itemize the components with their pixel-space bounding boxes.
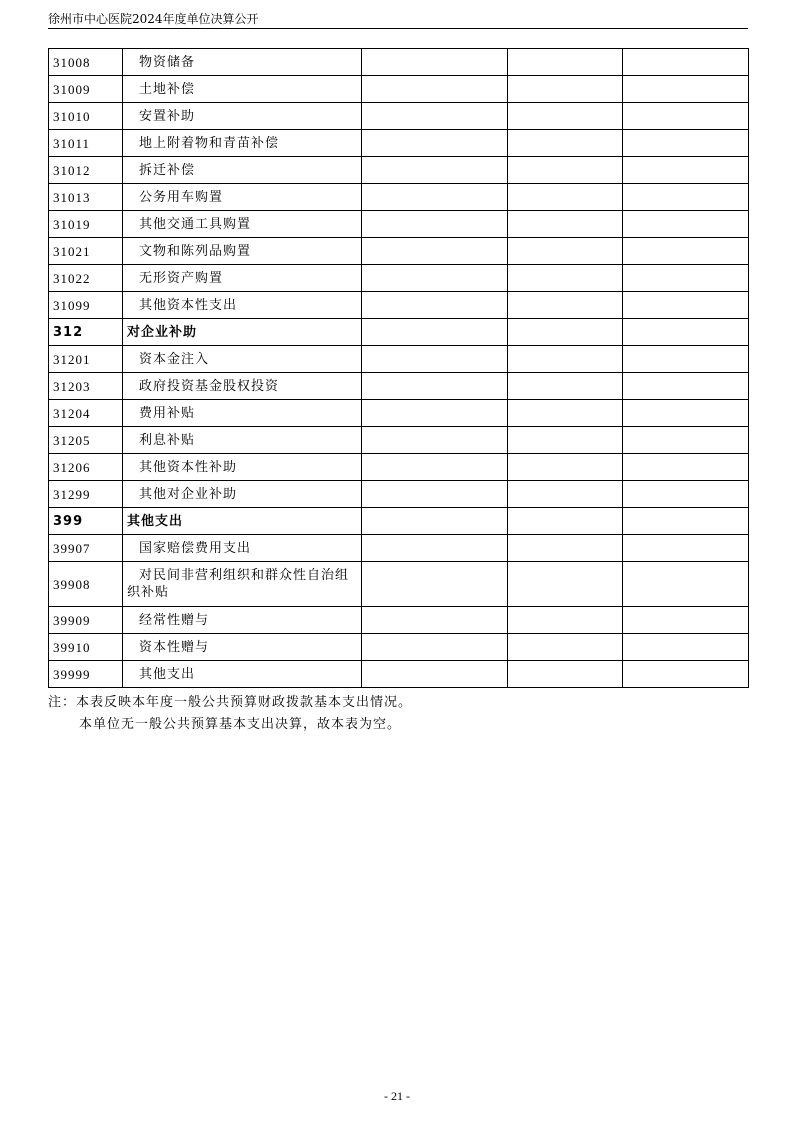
row-name: 其他资本性补助: [123, 454, 362, 481]
row-cell-empty: [362, 130, 508, 157]
row-cell-empty: [623, 454, 749, 481]
row-cell-empty: [362, 400, 508, 427]
row-name: 土地补偿: [123, 76, 362, 103]
row-cell-empty: [623, 265, 749, 292]
table-row: [49, 211, 749, 238]
table-row: [49, 481, 749, 508]
row-cell-empty: [362, 373, 508, 400]
row-cell-empty: [623, 661, 749, 688]
row-cell-empty: [623, 427, 749, 454]
category-name: 其他支出: [123, 508, 362, 535]
table-row: [49, 634, 749, 661]
row-cell-empty: [362, 346, 508, 373]
row-cell-empty: [362, 562, 508, 607]
row-name: 政府投资基金股权投资: [123, 373, 362, 400]
row-cell-empty: [623, 634, 749, 661]
table-row: [49, 49, 749, 76]
row-cell-empty: [362, 634, 508, 661]
table-row: [49, 535, 749, 562]
table-row: [49, 400, 749, 427]
row-cell-empty: [623, 562, 749, 607]
row-code: 31021: [49, 238, 123, 265]
row-cell-empty: [362, 265, 508, 292]
row-cell-empty: [508, 508, 623, 535]
row-cell-empty: [362, 607, 508, 634]
row-code: 31008: [49, 49, 123, 76]
row-cell-empty: [362, 454, 508, 481]
table-row: [49, 373, 749, 400]
row-name: 安置补助: [123, 103, 362, 130]
row-cell-empty: [508, 130, 623, 157]
table-row: [49, 184, 749, 211]
row-code: 31009: [49, 76, 123, 103]
table-row: [49, 130, 749, 157]
row-code: 39908: [49, 562, 123, 607]
row-cell-empty: [623, 373, 749, 400]
table-row: [49, 562, 749, 607]
row-cell-empty: [362, 661, 508, 688]
table-row: [49, 265, 749, 292]
row-cell-empty: [508, 661, 623, 688]
table-row: [49, 454, 749, 481]
row-cell-empty: [508, 607, 623, 634]
row-cell-empty: [508, 184, 623, 211]
row-cell-empty: [623, 238, 749, 265]
row-cell-empty: [362, 238, 508, 265]
row-name: 地上附着物和青苗补偿: [123, 130, 362, 157]
row-cell-empty: [508, 211, 623, 238]
row-cell-empty: [508, 76, 623, 103]
row-code: 31206: [49, 454, 123, 481]
row-code: 31019: [49, 211, 123, 238]
row-cell-empty: [362, 184, 508, 211]
note-line-1: 注：本表反映本年度一般公共预算财政拨款基本支出情况。: [48, 695, 413, 710]
row-cell-empty: [362, 427, 508, 454]
table-row: [49, 157, 749, 184]
row-name: 拆迁补偿: [123, 157, 362, 184]
row-code: 31012: [49, 157, 123, 184]
row-cell-empty: [362, 292, 508, 319]
row-name: 物资储备: [123, 49, 362, 76]
category-code: 312: [49, 319, 123, 346]
row-cell-empty: [623, 103, 749, 130]
row-cell-empty: [508, 454, 623, 481]
row-cell-empty: [623, 481, 749, 508]
row-name: 其他支出: [123, 661, 362, 688]
row-name: 其他资本性支出: [123, 292, 362, 319]
expenditure-table: [48, 48, 749, 688]
row-cell-empty: [508, 346, 623, 373]
row-cell-empty: [362, 319, 508, 346]
table-notes: [48, 692, 412, 736]
row-cell-empty: [508, 535, 623, 562]
row-cell-empty: [623, 184, 749, 211]
row-cell-empty: [623, 157, 749, 184]
row-name: 对民间非营利组织和群众性自治组织补贴: [123, 562, 362, 607]
row-cell-empty: [508, 238, 623, 265]
row-code: 31201: [49, 346, 123, 373]
table-row: [49, 292, 749, 319]
page-header: [48, 11, 748, 29]
row-name: 国家赔偿费用支出: [123, 535, 362, 562]
row-cell-empty: [623, 76, 749, 103]
row-code: 31010: [49, 103, 123, 130]
row-name: 利息补贴: [123, 427, 362, 454]
table-row: [49, 607, 749, 634]
row-name: 资本性赠与: [123, 634, 362, 661]
row-cell-empty: [362, 481, 508, 508]
row-code: 31203: [49, 373, 123, 400]
row-name: 其他对企业补助: [123, 481, 362, 508]
row-code: 39909: [49, 607, 123, 634]
row-cell-empty: [508, 634, 623, 661]
row-cell-empty: [508, 373, 623, 400]
header-title: 徐州市中心医院2024年度单位决算公开: [48, 12, 259, 26]
row-cell-empty: [508, 481, 623, 508]
row-cell-empty: [362, 103, 508, 130]
page-number: - 21 -: [384, 1089, 410, 1103]
table-row: [49, 238, 749, 265]
table-row: [49, 427, 749, 454]
row-cell-empty: [623, 535, 749, 562]
row-code: 39910: [49, 634, 123, 661]
row-code: 31204: [49, 400, 123, 427]
table-row: [49, 76, 749, 103]
row-code: 31299: [49, 481, 123, 508]
row-cell-empty: [508, 427, 623, 454]
row-name: 公务用车购置: [123, 184, 362, 211]
row-cell-empty: [623, 607, 749, 634]
row-cell-empty: [508, 49, 623, 76]
table-row: [49, 346, 749, 373]
category-name: 对企业补助: [123, 319, 362, 346]
row-cell-empty: [362, 76, 508, 103]
row-cell-empty: [623, 130, 749, 157]
row-cell-empty: [623, 508, 749, 535]
row-code: 39999: [49, 661, 123, 688]
row-cell-empty: [508, 103, 623, 130]
row-code: 39907: [49, 535, 123, 562]
row-cell-empty: [508, 400, 623, 427]
row-cell-empty: [362, 49, 508, 76]
row-name: 文物和陈列品购置: [123, 238, 362, 265]
row-cell-empty: [362, 535, 508, 562]
row-name: 无形资产购置: [123, 265, 362, 292]
row-code: 31099: [49, 292, 123, 319]
row-name: 经常性赠与: [123, 607, 362, 634]
note-line-2: 本单位无一般公共预算基本支出决算，故本表为空。: [79, 717, 402, 732]
table-category-row: [49, 508, 749, 535]
row-code: 31022: [49, 265, 123, 292]
row-code: 31011: [49, 130, 123, 157]
row-name: 资本金注入: [123, 346, 362, 373]
table-category-row: [49, 319, 749, 346]
table-row: [49, 103, 749, 130]
row-cell-empty: [362, 157, 508, 184]
row-cell-empty: [623, 211, 749, 238]
row-cell-empty: [362, 508, 508, 535]
row-name: 其他交通工具购置: [123, 211, 362, 238]
row-cell-empty: [623, 292, 749, 319]
category-code: 399: [49, 508, 123, 535]
row-cell-empty: [508, 319, 623, 346]
row-cell-empty: [508, 265, 623, 292]
row-name: 费用补贴: [123, 400, 362, 427]
row-cell-empty: [508, 157, 623, 184]
row-cell-empty: [623, 319, 749, 346]
row-cell-empty: [508, 562, 623, 607]
table-row: [49, 661, 749, 688]
row-code: 31013: [49, 184, 123, 211]
row-cell-empty: [508, 292, 623, 319]
row-cell-empty: [623, 346, 749, 373]
row-cell-empty: [623, 400, 749, 427]
row-code: 31205: [49, 427, 123, 454]
row-cell-empty: [362, 211, 508, 238]
row-cell-empty: [623, 49, 749, 76]
